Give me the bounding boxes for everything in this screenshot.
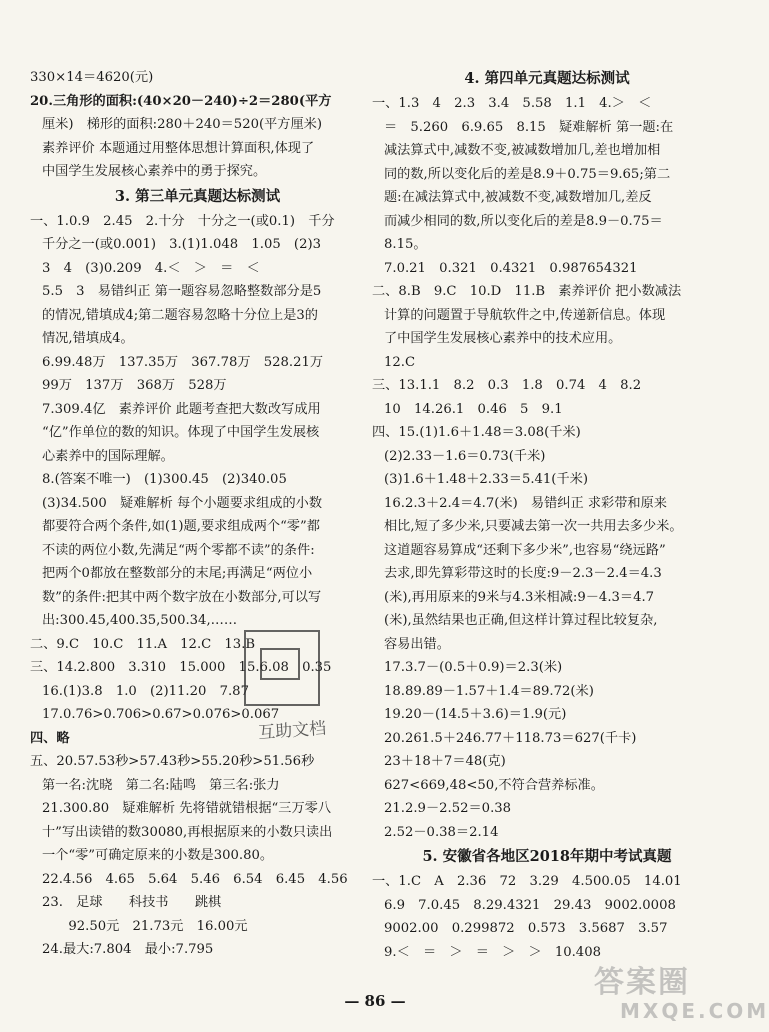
text-line: 8.15。 bbox=[384, 237, 427, 252]
watermark-url: MXQE.COM bbox=[620, 999, 769, 1023]
text-line: 5.5 3 易错纠正 第一题容易忽略整数部分是5 bbox=[42, 284, 322, 299]
text-line: 23. 足球 科技书 跳棋 bbox=[42, 895, 222, 910]
text-line: 18.89.89－1.57＋1.4＝89.72(米) bbox=[384, 683, 594, 699]
text-line: 相比,短了多少米,只要减去第一次一共用去多少米。 bbox=[384, 519, 683, 534]
text-line: 二、8.B 9.C 10.D 11.B 素养评价 把小数减法 bbox=[372, 284, 682, 299]
text-line: 十”写出读错的数30080,再根据原来的小数只读出 bbox=[42, 824, 333, 840]
text-line: 17.0.76>0.706>0.67>0.076>0.067 bbox=[42, 707, 280, 722]
text-line: 去求,即先算彩带这时的长度:9－2.3－2.4＝4.3 bbox=[384, 566, 662, 581]
section-title: 3. 第三单元真题达标测试 bbox=[114, 187, 281, 205]
text-line: 92.50元 21.73元 16.00元 bbox=[42, 918, 248, 934]
text-line: 330×14＝4620(元) bbox=[30, 70, 154, 85]
text-line: 一个“零”可确定原来的小数是300.80。 bbox=[42, 848, 274, 863]
text-line: 8.(答案不唯一) (1)300.45 (2)340.05 bbox=[42, 472, 287, 487]
text-line: 10 14.26.1 0.46 5 9.1 bbox=[384, 401, 563, 417]
text-line: 数”的条件:把其中两个数字放在小数部分,可以写 bbox=[42, 589, 322, 605]
text-line: (米),虽然结果也正确,但这样计算过程比较复杂, bbox=[384, 613, 658, 628]
text-line: 16.(1)3.8 1.0 (2)11.20 7.87 bbox=[42, 683, 249, 699]
text-line: 7.0.21 0.321 0.4321 0.987654321 bbox=[384, 260, 638, 276]
text-line: 2.52－0.38＝2.14 bbox=[384, 824, 499, 840]
watermark-logo bbox=[594, 965, 769, 1026]
text-line: 把两个0都放在整数部分的末尾;再满足“两位小 bbox=[42, 566, 313, 581]
text-line: 情况,错填成4。 bbox=[42, 331, 134, 346]
text-line: 21.300.80 疑难解析 先将错就错根据“三万零八 bbox=[42, 801, 332, 816]
text-line: 二、9.C 10.C 11.A 12.C 13.B bbox=[30, 636, 256, 652]
text-line: 9.＜ ＝ ＞ ＝ ＞ ＞ 10.408 bbox=[384, 944, 601, 960]
text-line: (3)34.500 疑难解析 每个小题要求组成的小数 bbox=[42, 495, 323, 511]
watermark-text: 答案圈 bbox=[594, 965, 690, 1000]
text-line: 第一名:沈晓 第二名:陆鸣 第三名:张力 bbox=[42, 777, 280, 793]
text-line: 三、14.2.800 3.310 15.000 15.6.08 0.35 bbox=[30, 660, 332, 675]
text-line: 22.4.56 4.65 5.64 5.46 6.54 6.45 4.56 bbox=[42, 871, 348, 887]
text-line: 心素养中的国际理解。 bbox=[42, 448, 174, 464]
text-line: (2)2.33－1.6＝0.73(千米) bbox=[384, 448, 546, 464]
section-title: 4. 第四单元真题达标测试 bbox=[464, 70, 630, 87]
text-line: 的情况,错填成4;第二题容易忽略十分位上是3的 bbox=[42, 307, 318, 323]
text-line: 四、15.(1)1.6＋1.48＝3.08(千米) bbox=[372, 425, 581, 440]
text-line: 千分之一(或0.001) 3.(1)1.048 1.05 (2)3 bbox=[42, 237, 321, 252]
text-line: 9002.00 0.299872 0.573 3.5687 3.57 bbox=[384, 921, 668, 936]
text-line: 素养评价 本题通过用整体思想计算面积,体现了 bbox=[42, 140, 315, 156]
text-line: 一、1.0.9 2.45 2.十分 十分之一(或0.1) 千分 bbox=[30, 213, 335, 229]
page-number: — 86 — bbox=[344, 992, 406, 1010]
stamp-text: 互助文档 bbox=[257, 718, 327, 744]
text-line: 17.3.7－(0.5＋0.9)＝2.3(米) bbox=[384, 660, 563, 675]
text-line: 23＋18＋7＝48(克) bbox=[384, 754, 506, 769]
section-title: 5. 安徽省各地区2018年期中考试真题 bbox=[422, 848, 672, 865]
text-line: 3 4 (3)0.209 4.＜ ＞ ＝ ＜ bbox=[42, 260, 260, 276]
text-line: 题:在减法算式中,被减数不变,减数增加几,差反 bbox=[384, 190, 652, 205]
text-line: 6.9 7.0.45 8.29.4321 29.43 9002.0008 bbox=[384, 897, 676, 913]
text-line: 容易出错。 bbox=[384, 636, 450, 652]
text-line: 减法算式中,减数不变,被减数增加几,差也增加相 bbox=[384, 143, 661, 158]
text-line: 6.99.48万 137.35万 367.78万 528.21万 bbox=[42, 354, 324, 370]
text-line: ＝ 5.260 6.9.65 8.15 疑难解析 第一题:在 bbox=[384, 119, 674, 135]
text-line: 20.261.5＋246.77＋118.73＝627(千卡) bbox=[384, 730, 637, 746]
text-line: 12.C bbox=[384, 354, 416, 370]
left-column bbox=[30, 66, 365, 962]
text-line: 同的数,所以变化后的差是8.9＋0.75＝9.65;第二 bbox=[384, 166, 671, 182]
text-line: 627<669,48<50,不符合营养标准。 bbox=[384, 777, 604, 793]
text-line: 出:300.45,400.35,500.34,…… bbox=[42, 613, 238, 628]
text-line: 不读的两位小数,先满足“两个零都不读”的条件: bbox=[42, 542, 315, 558]
text-line: 20.三角形的面积:(40×20－240)÷2＝280(平方 bbox=[30, 93, 332, 109]
text-line: 99万 137万 368万 528万 bbox=[42, 378, 227, 393]
stamp-box bbox=[244, 630, 320, 706]
text-line: (3)1.6＋1.48＋2.33＝5.41(千米) bbox=[384, 472, 588, 487]
text-line: 16.2.3＋2.4＝4.7(米) 易错纠正 求彩带和原来 bbox=[384, 495, 667, 511]
text-line: 计算的问题置于导航软件之中,传递新信息。体现 bbox=[384, 307, 666, 323]
text-line: 厘米) 梯形的面积:280＋240＝520(平方厘米) bbox=[42, 117, 323, 132]
text-line: 21.2.9－2.52＝0.38 bbox=[384, 801, 512, 816]
right-column bbox=[372, 66, 722, 964]
text-line: 19.20－(14.5＋3.6)＝1.9(元) bbox=[384, 707, 567, 722]
text-line: 一、1.3 4 2.3 3.4 5.58 1.1 4.＞ ＜ bbox=[372, 96, 652, 111]
text-line: 中国学生发展核心素养中的勇于探究。 bbox=[42, 164, 267, 179]
text-line: 24.最大:7.804 最小:7.795 bbox=[42, 942, 214, 957]
text-line: 了中国学生发展核心素养中的技术应用。 bbox=[384, 331, 622, 346]
text-line: 五、20.57.53秒>57.43秒>55.20秒>51.56秒 bbox=[30, 754, 315, 769]
text-line: 这道题容易算成“还剩下多少米”,也容易“绕远路” bbox=[384, 542, 666, 558]
text-line: 一、1.C A 2.36 72 3.29 4.500.05 14.01 bbox=[372, 874, 682, 889]
text-line: 7.309.4亿 素养评价 此题考查把大数改写成用 bbox=[42, 401, 321, 417]
text-line: “亿”作单位的数的知识。体现了中国学生发展核 bbox=[42, 425, 320, 440]
text-line: 三、13.1.1 8.2 0.3 1.8 0.74 4 8.2 bbox=[372, 378, 642, 393]
text-line: 而减少相同的数,所以变化后的差是8.9－0.75＝ bbox=[384, 213, 663, 229]
text-line: 都要符合两个条件,如(1)题,要求组成两个“零”都 bbox=[42, 519, 320, 534]
text-line: (米),再用原来的9米与4.3米相减:9－4.3＝4.7 bbox=[384, 589, 655, 605]
text-line: 四、略 bbox=[30, 730, 70, 746]
